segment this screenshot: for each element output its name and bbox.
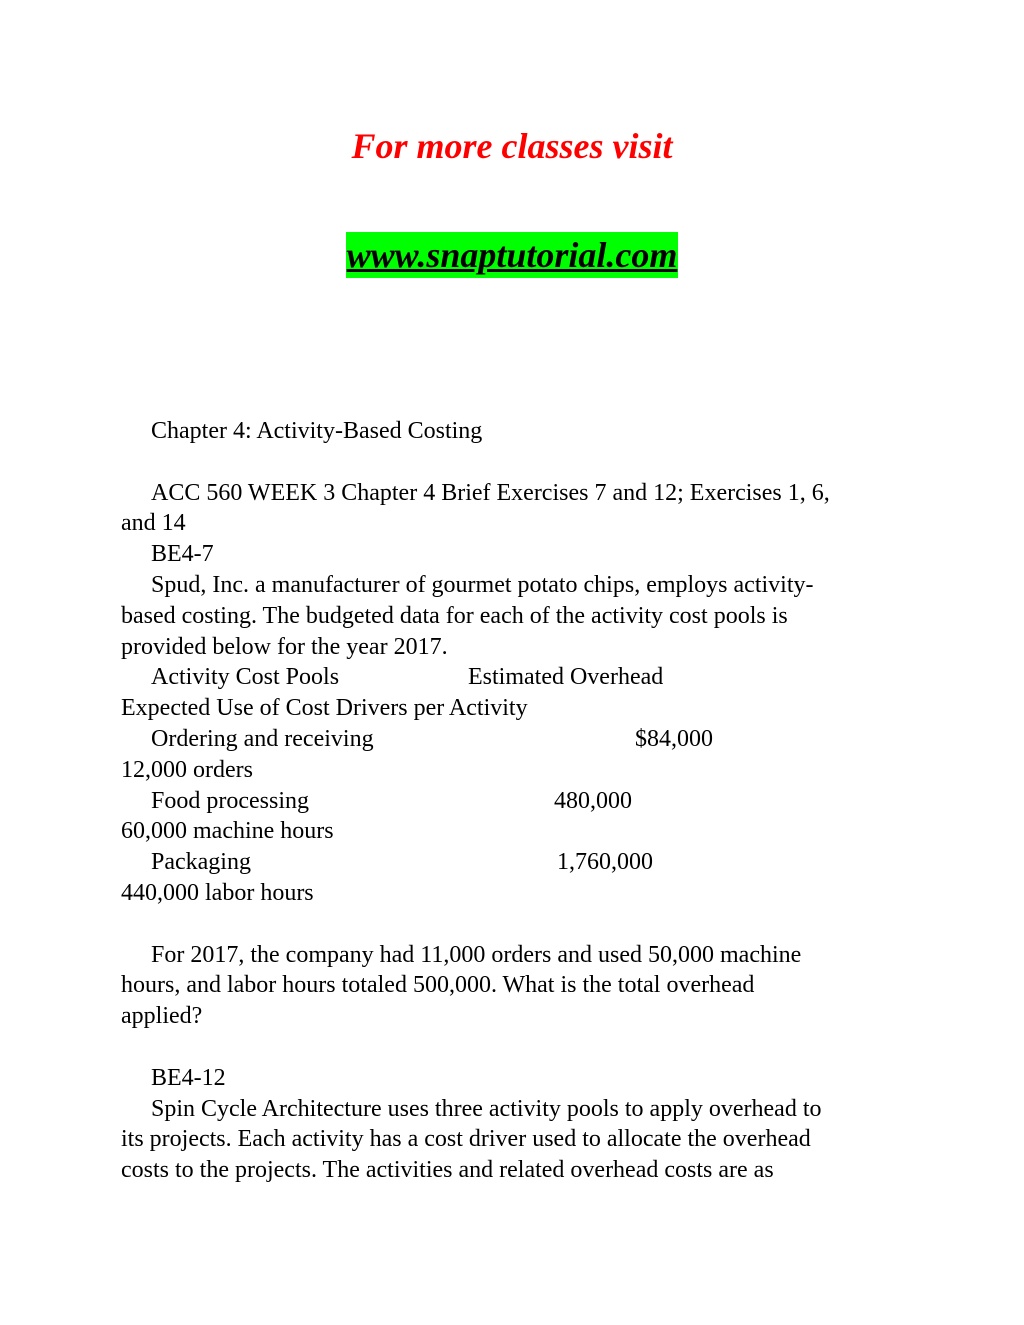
table-header-col2: Estimated Overhead xyxy=(468,664,664,691)
be47-intro-2: based costing. The budgeted data for each of the activity cost pools is xyxy=(121,602,788,629)
be47-label: BE4-7 xyxy=(151,541,214,568)
table-row xyxy=(121,786,921,817)
row-pool: Ordering and receiving xyxy=(151,725,374,752)
row-overhead: $84,000 xyxy=(635,725,713,752)
table-row xyxy=(121,847,921,878)
row-driver: 12,000 orders xyxy=(121,756,253,783)
be47-intro-1: Spud, Inc. a manufacturer of gourmet potato chips, employs activity- xyxy=(151,571,814,598)
be47-intro-3: provided below for the year 2017. xyxy=(121,633,448,660)
link-wrapper xyxy=(0,232,1024,278)
row-pool: Packaging xyxy=(151,849,251,876)
row-driver: 60,000 machine hours xyxy=(121,818,334,845)
row-overhead: 1,760,000 xyxy=(557,849,653,876)
table-header-row xyxy=(121,662,921,693)
table-header-col1: Activity Cost Pools xyxy=(151,664,340,691)
table-header-col3: Expected Use of Cost Drivers per Activity xyxy=(121,695,528,722)
promo-heading: For more classes visit xyxy=(351,126,673,166)
be412-label: BE4-12 xyxy=(151,1064,226,1091)
chapter-title: Chapter 4: Activity-Based Costing xyxy=(151,418,483,444)
table-row xyxy=(121,724,921,755)
be412-line-2: its projects. Each activity has a cost driver used to allocate the overhead xyxy=(121,1126,811,1153)
question-line-2: hours, and labor hours totaled 500,000. What is the total overhead xyxy=(121,972,755,999)
document-body xyxy=(121,416,921,1186)
be412-line-3: costs to the projects. The activities and related overhead costs are as xyxy=(121,1157,774,1184)
course-line-2: and 14 xyxy=(121,510,186,537)
row-driver: 440,000 labor hours xyxy=(121,879,314,906)
question-line-1: For 2017, the company had 11,000 orders and used 50,000 machine xyxy=(151,941,802,968)
be412-line-1: Spin Cycle Architecture uses three activity pools to apply overhead to xyxy=(151,1095,822,1122)
row-pool: Food processing xyxy=(151,787,309,814)
row-overhead: 480,000 xyxy=(554,787,632,814)
question-line-3: applied? xyxy=(121,1003,203,1030)
snaptutorial-link[interactable]: www.snaptutorial.com xyxy=(346,232,679,278)
course-line-1: ACC 560 WEEK 3 Chapter 4 Brief Exercises 7 and 12; Exercises 1, 6, xyxy=(151,479,830,506)
